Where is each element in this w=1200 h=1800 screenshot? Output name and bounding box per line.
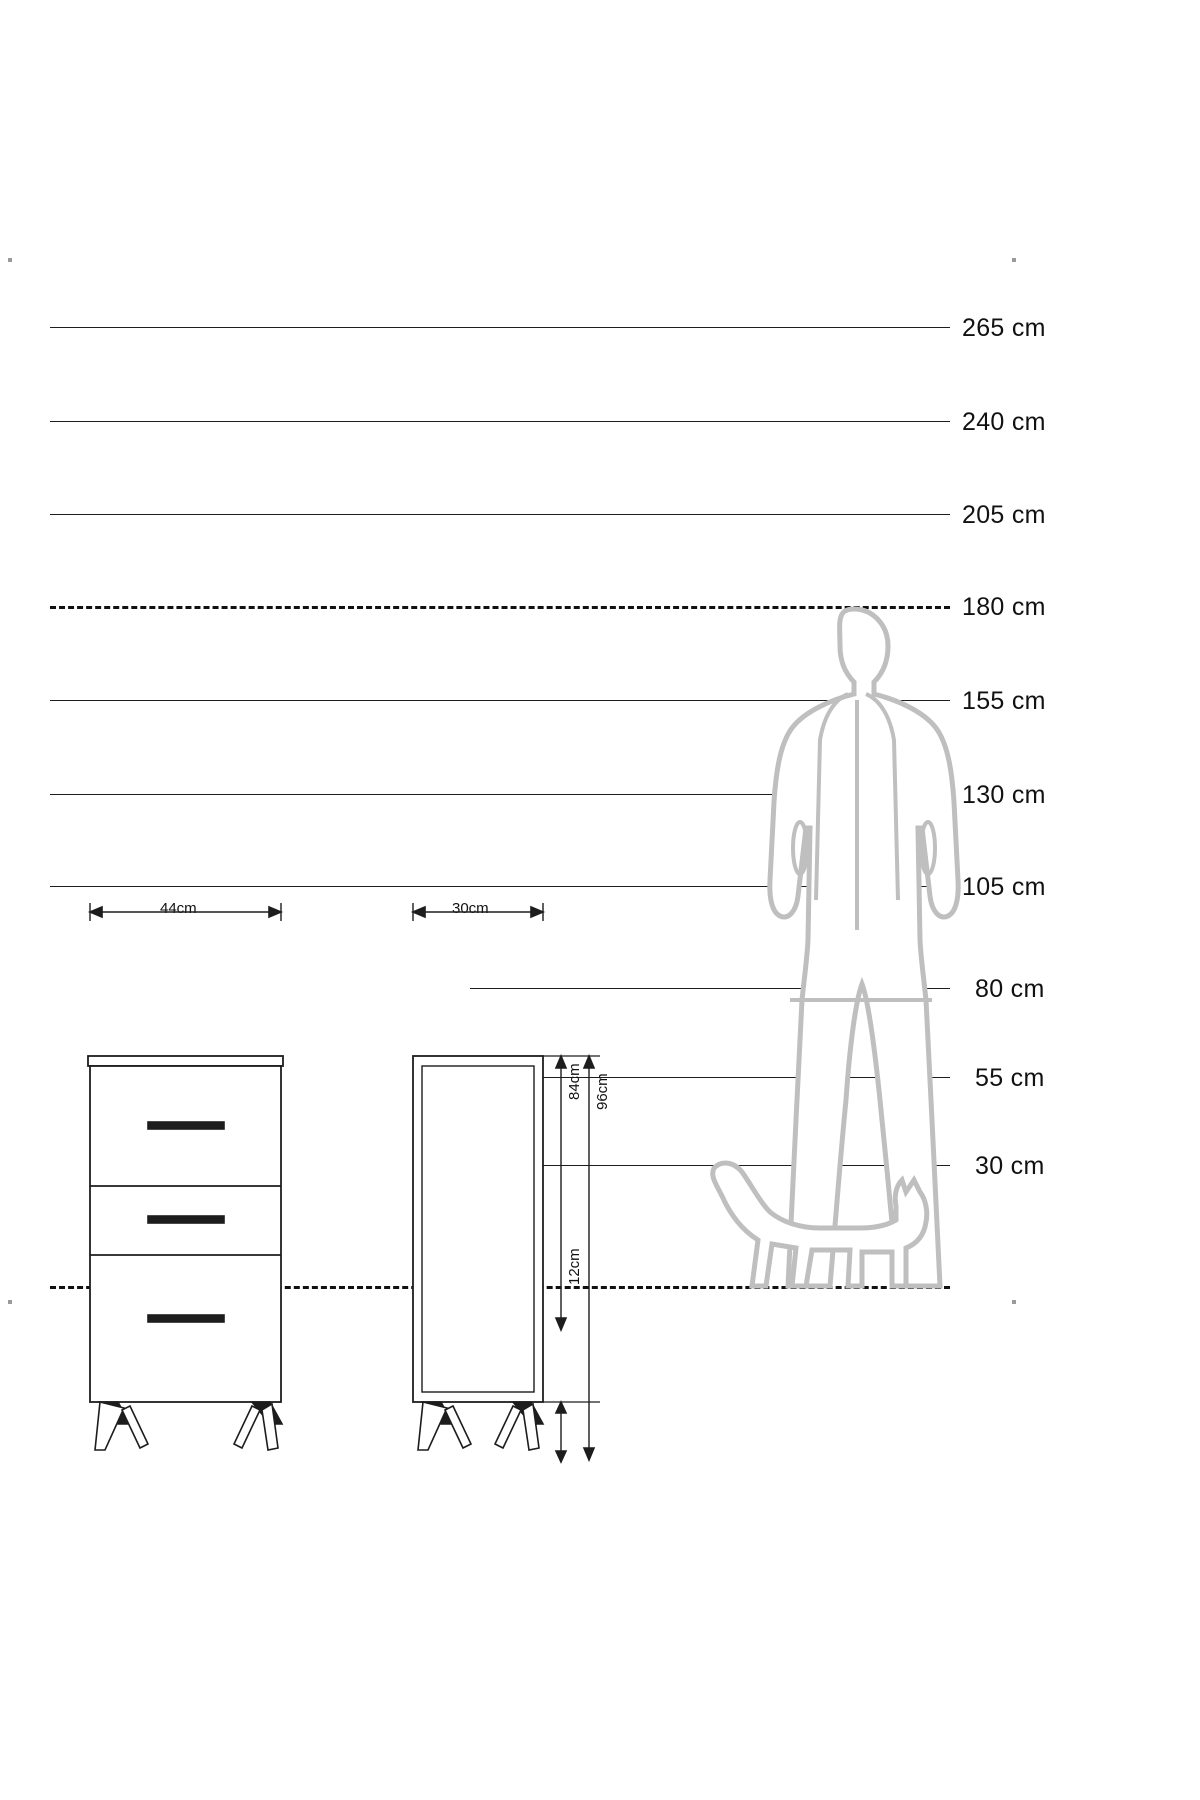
ground-line [50, 1286, 950, 1289]
scale-label-205: 205 cm [962, 501, 1046, 529]
tall-narrow-cabinet [413, 903, 543, 1450]
scale-label-130: 130 cm [962, 781, 1046, 809]
dimension-label-44cm: 44cm [160, 900, 197, 917]
dimension-label-96cm: 96cm [594, 1073, 611, 1110]
scale-label-240: 240 cm [962, 408, 1046, 436]
dimension-label-84cm: 84cm [566, 1063, 583, 1100]
scale-line-30 [470, 1165, 950, 1166]
scale-line-130 [50, 794, 950, 795]
dimension-label-30cm: 30cm [452, 900, 489, 917]
scale-label-180: 180 cm [962, 593, 1046, 621]
cat-silhouette [713, 1163, 927, 1286]
dimension-label-12cm: 12cm [566, 1248, 583, 1285]
scale-line-205 [50, 514, 950, 515]
scale-label-265: 265 cm [962, 314, 1046, 342]
scale-line-180-dashed [50, 606, 950, 609]
corner-mark-bottom-left [8, 1300, 12, 1304]
scale-label-105: 105 cm [962, 873, 1046, 901]
scale-label-155: 155 cm [962, 687, 1046, 715]
scale-label-80: 80 cm [975, 975, 1045, 1003]
scale-line-80 [470, 988, 950, 989]
corner-mark-top-left [8, 258, 12, 262]
three-drawer-cabinet [88, 903, 283, 1450]
scale-line-55 [470, 1077, 950, 1078]
scale-line-105 [50, 886, 950, 887]
scale-line-155 [50, 700, 950, 701]
scale-label-30: 30 cm [975, 1152, 1045, 1180]
scale-label-55: 55 cm [975, 1064, 1045, 1092]
corner-mark-bottom-right [1012, 1300, 1016, 1304]
scale-line-265 [50, 327, 950, 328]
scale-line-240 [50, 421, 950, 422]
corner-mark-top-right [1012, 258, 1016, 262]
person-silhouette [770, 609, 958, 1286]
